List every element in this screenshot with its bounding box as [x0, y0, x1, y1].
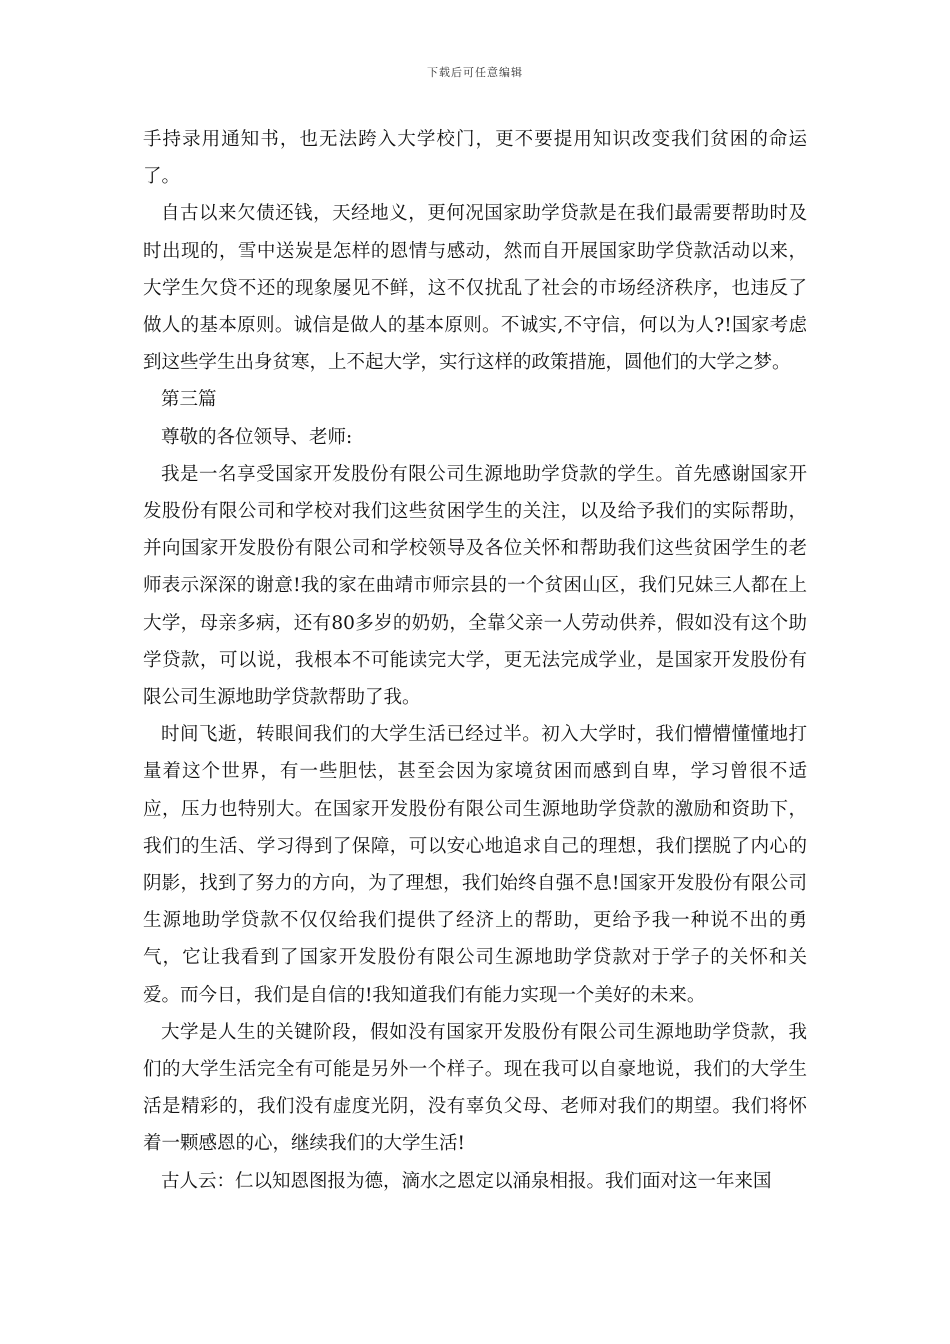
paragraph: 自古以来欠债还钱，天经地义，更何况国家助学贷款是在我们最需要帮助时及时出现的，雪中送炭是怎样的恩情与感动，然而自开展国家助学贷款活动以来，大学生欠贷不还的现象屡见不鲜，这不仅扰乱了社会的市场经济秩序，也违反了做人的基本原则。诚信是做人的基本原则。不诚实,不守信，何以为人?!国家考虑到这些学生出身贫寒，上不起大学，实行这样的政策措施，圆他们的大学之梦。 [143, 203, 807, 374]
section-heading: 第三篇 [161, 389, 217, 411]
document-body [143, 121, 807, 1200]
paragraph: 手持录用通知书，也无法跨入大学校门，更不要提用知识改变我们贫困的命运了。 [143, 129, 807, 188]
paragraph: 我是一名享受国家开发股份有限公司生源地助学贷款的学生。首先感谢国家开发股份有限公司和学校对我们这些贫困学生的关注，以及给予我们的实际帮助，并向国家开发股份有限公司和学校领导及各位关怀和帮助我们这些贫困学生的老师表示深深的谢意!我的家在曲靖市师宗县的一个贫困山区，我们兄妹三人都在上大学，母亲多病，还有80多岁的奶奶，全靠父亲一人劳动供养，假如没有这个助学贷款，可以说，我根本不可能读完大学，更无法完成学业，是国家开发股份有限公司生源地助学贷款帮助了我。 [143, 463, 807, 709]
paragraph: 时间飞逝，转眼间我们的大学生活已经过半。初入大学时，我们懵懵懂懂地打量着这个世界，有一些胆怯，甚至会因为家境贫困而感到自卑，学习曾很不适应，压力也特别大。在国家开发股份有限公司生源地助学贷款的激励和资助下，我们的生活、学习得到了保障，可以安心地追求自己的理想，我们摆脱了内心的阴影，找到了努力的方向，为了理想，我们始终自强不息!国家开发股份有限公司生源地助学贷款不仅仅给我们提供了经济上的帮助，更给予我一种说不出的勇气，它让我看到了国家开发股份有限公司生源地助学贷款对于学子的关怀和关爱。而今日，我们是自信的!我知道我们有能力实现一个美好的未来。 [143, 724, 808, 1006]
paragraph: 古人云：仁以知恩图报为德，滴水之恩定以涌泉相报。我们面对这一年来国 [161, 1170, 772, 1192]
paragraph: 大学是人生的关键阶段，假如没有国家开发股份有限公司生源地助学贷款，我们的大学生活完全有可能是另外一个样子。现在我可以自豪地说，我们的大学生活是精彩的，我们没有虚度光阴，没有辜负父母、老师对我们的期望。我们将怀着一颗感恩的心，继续我们的大学生活! [143, 1021, 807, 1155]
page-header-note: 下载后可任意编辑 [427, 66, 523, 79]
salutation: 尊敬的各位领导、老师: [161, 426, 353, 448]
